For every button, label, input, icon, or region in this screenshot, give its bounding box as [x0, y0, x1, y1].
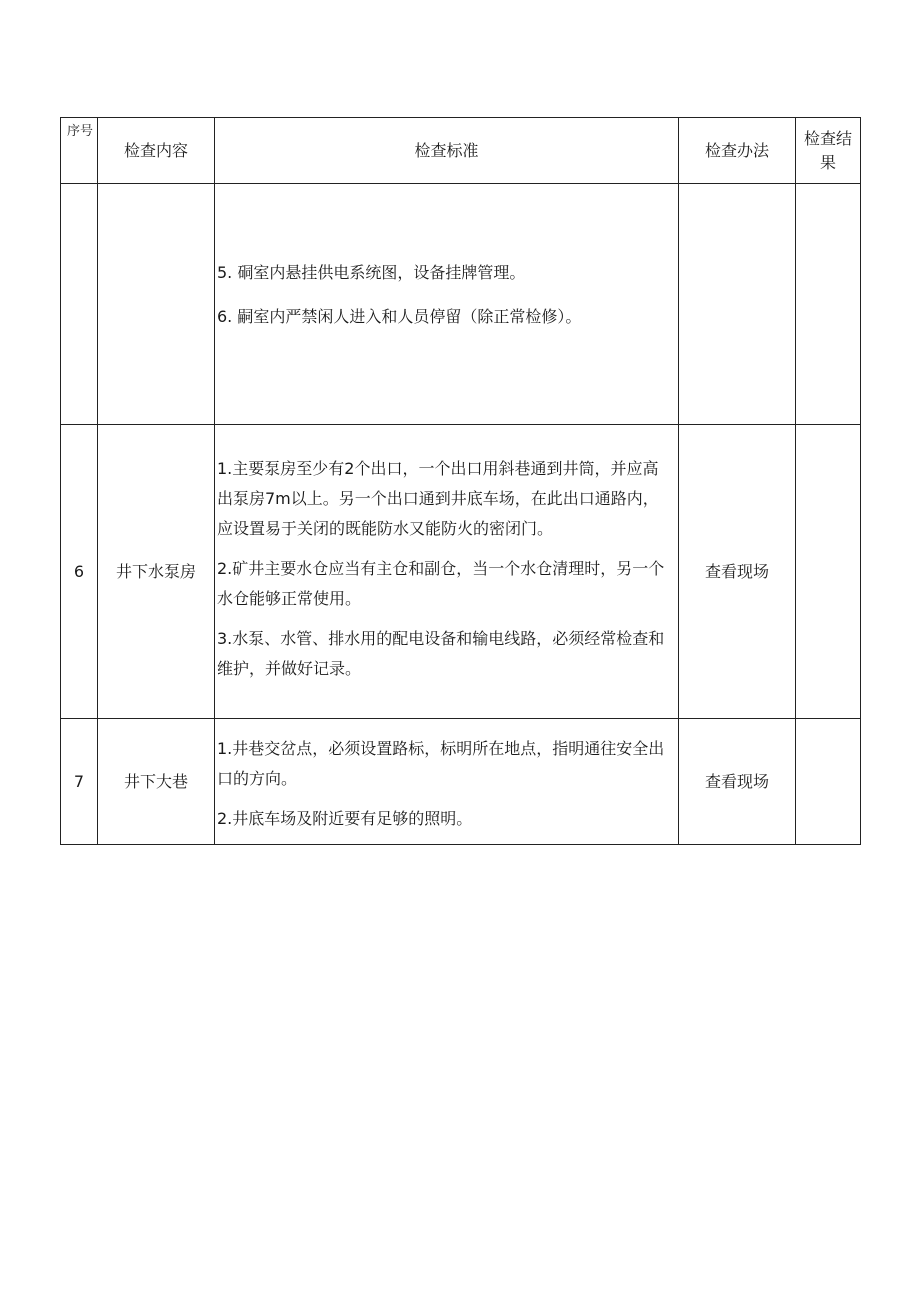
header-result-line1: 检查结 — [803, 128, 852, 148]
row-standards — [215, 425, 679, 719]
header-standard: 检查标准 — [215, 118, 679, 184]
header-result — [796, 118, 861, 184]
standard-item: 3.水泵、水管、排水用的配电设备和输电线路，必须经常检查和维护，并做好记录。 — [217, 628, 665, 678]
header-seq-label: 序号 — [67, 124, 94, 139]
header-content: 检查内容 — [98, 118, 215, 184]
table-row — [61, 719, 861, 845]
row-content: 井下大巷 — [98, 719, 215, 845]
header-method: 检查办法 — [679, 118, 796, 184]
standard-item: 2.井底车场及附近要有足够的照明。 — [217, 808, 473, 828]
row-method: 查看现场 — [679, 719, 796, 845]
standard-item: 2.矿井主要水仓应当有主仓和副仓，当一个水仓清理时，另一个水仓能够正常使用。 — [217, 558, 665, 608]
table-row — [61, 425, 861, 719]
row-method: 查看现场 — [679, 425, 796, 719]
row-content — [98, 184, 215, 425]
row-standards — [215, 719, 679, 845]
row-method — [679, 184, 796, 425]
header-result-line2: 果 — [819, 152, 836, 172]
inspection-table — [60, 117, 861, 845]
row-seq: 7 — [61, 719, 98, 845]
table-header-row — [61, 118, 861, 184]
row-result — [796, 425, 861, 719]
header-seq — [61, 118, 98, 184]
standard-item: 6. 嗣室内严禁闲人进入和人员停留（除正常检修）。 — [217, 307, 582, 326]
table-row — [61, 184, 861, 425]
standard-item: 5. 硐室内悬挂供电系统图，设备挂牌管理。 — [217, 263, 526, 282]
standard-item: 1.主要泵房至少有2个出口，一个出口用斜巷通到井筒，并应高出泵房7m以上。另一个出口通到井底车场，在此出口通路内，应设置易于关闭的既能防水又能防火的密闭门。 — [217, 458, 659, 538]
row-seq: 6 — [61, 425, 98, 719]
row-result — [796, 184, 861, 425]
row-content: 井下水泵房 — [98, 425, 215, 719]
row-standards — [215, 184, 679, 425]
row-seq — [61, 184, 98, 425]
row-result — [796, 719, 861, 845]
standard-item: 1.井巷交岔点，必须设置路标，标明所在地点，指明通往安全出口的方向。 — [217, 738, 665, 788]
